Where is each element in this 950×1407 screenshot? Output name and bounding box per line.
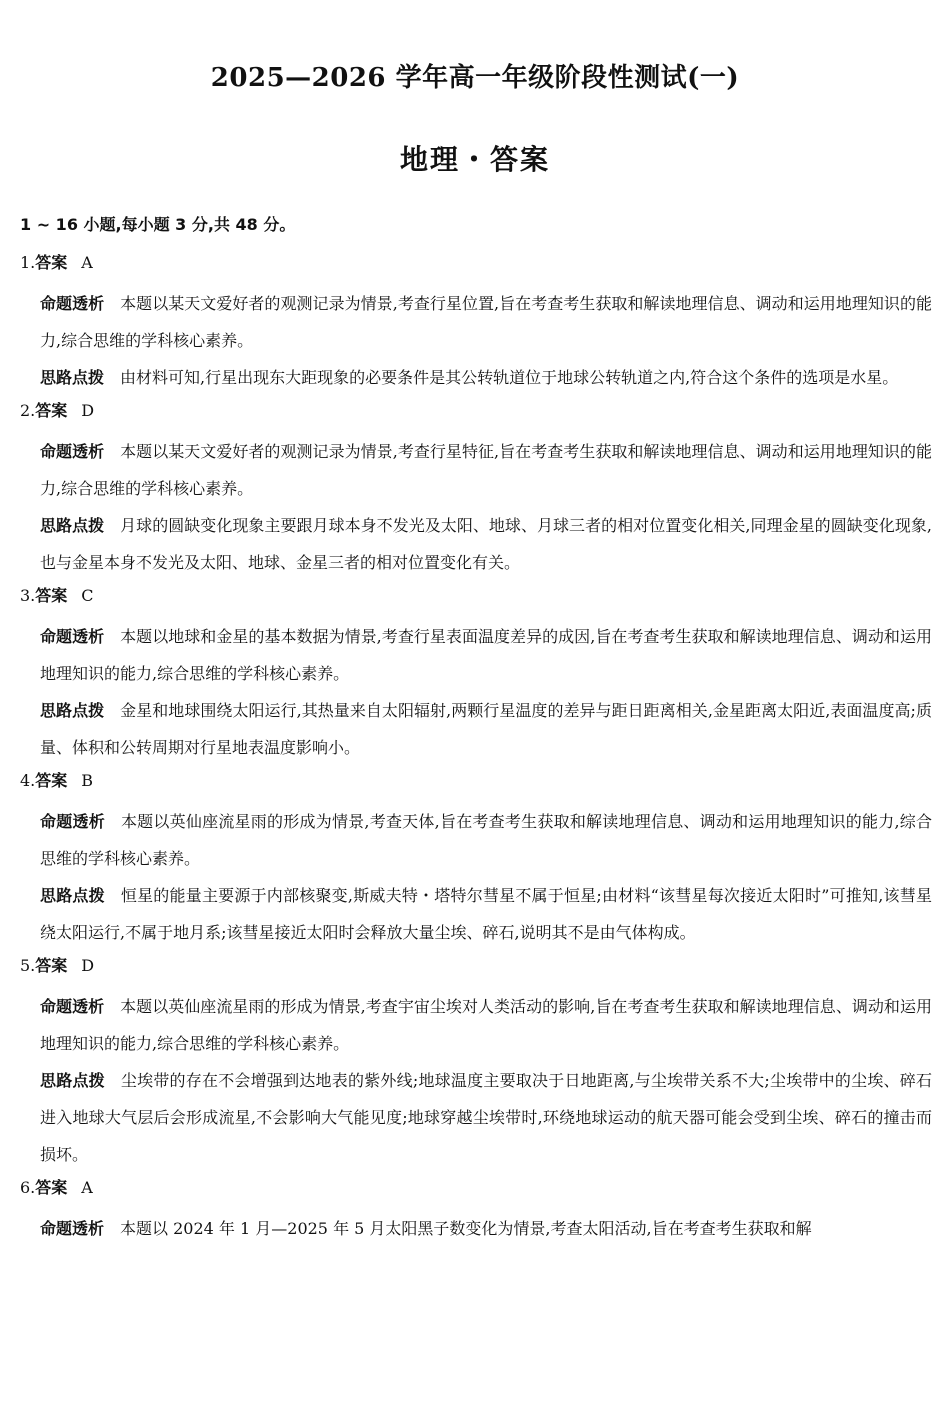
question-header xyxy=(20,766,932,803)
analysis-paragraph xyxy=(40,1210,932,1247)
answer-choice: D xyxy=(81,401,95,420)
question-header xyxy=(20,951,932,988)
page-subtitle: 地理・答案 xyxy=(399,143,550,176)
hint-text: 尘埃带的存在不会增强到达地表的紫外线;地球温度主要取决于日地距离,与尘埃带关系不大;尘埃带中的尘埃、碎石进入地球大气层后会形成流星,不会影响大气能见度;地球穿越尘埃带时,环绕地球运动的航天器可能会受到尘埃、碎石的撞击而损坏。 xyxy=(40,1071,932,1164)
question-header xyxy=(20,396,932,433)
analysis-text: 本题以某天文爱好者的观测记录为情景,考查行星位置,旨在考查考生获取和解读地理信息、调动和运用地理知识的能力,综合思维的学科核心素养。 xyxy=(40,294,932,350)
scoring-intro xyxy=(20,212,295,238)
question-number: 2. xyxy=(20,401,36,420)
question-header xyxy=(20,248,932,285)
hint-label: 思路点拨 xyxy=(40,886,105,905)
hint-label: 思路点拨 xyxy=(40,701,105,720)
answer-choice: B xyxy=(81,771,94,790)
hint-paragraph xyxy=(40,1062,932,1173)
answers-list xyxy=(20,248,932,1247)
analysis-label: 命题透析 xyxy=(40,627,105,646)
analysis-label: 命题透析 xyxy=(40,1219,105,1238)
hint-paragraph xyxy=(40,877,932,951)
hint-text: 恒星的能量主要源于内部核聚变,斯威夫特・塔特尔彗星不属于恒星;由材料“该彗星每次接近太阳时”可推知,该彗星绕太阳运行,不属于地月系;该彗星接近太阳时会释放大量尘埃、碎石,说明其不是由气体构成。 xyxy=(40,886,932,942)
answer-choice: A xyxy=(81,1178,93,1197)
analysis-label: 命题透析 xyxy=(40,812,105,831)
answer-choice: C xyxy=(81,586,94,605)
hint-paragraph xyxy=(40,507,932,581)
hint-paragraph xyxy=(40,692,932,766)
question-number: 1. xyxy=(20,253,36,272)
analysis-label: 命题透析 xyxy=(40,442,105,461)
question-number: 5. xyxy=(20,956,36,975)
page-title: 2025—2026 学年高一年级阶段性测试(一) xyxy=(210,63,740,93)
analysis-label: 命题透析 xyxy=(40,997,105,1016)
answer-label: 答案 xyxy=(35,1178,68,1197)
analysis-text: 本题以英仙座流星雨的形成为情景,考查天体,旨在考查考生获取和解读地理信息、调动和运用地理知识的能力,综合思维的学科核心素养。 xyxy=(40,812,932,868)
analysis-text: 本题以某天文爱好者的观测记录为情景,考查行星特征,旨在考查考生获取和解读地理信息、调动和运用地理知识的能力,综合思维的学科核心素养。 xyxy=(40,442,932,498)
question-number: 3. xyxy=(20,586,36,605)
hint-label: 思路点拨 xyxy=(40,516,105,535)
analysis-paragraph xyxy=(40,618,932,692)
analysis-paragraph xyxy=(40,433,932,507)
question-header xyxy=(20,581,932,618)
analysis-text: 本题以地球和金星的基本数据为情景,考查行星表面温度差异的成因,旨在考查考生获取和解读地理信息、调动和运用地理知识的能力,综合思维的学科核心素养。 xyxy=(40,627,932,683)
intro-text: 1 ~ 16 小题,每小题 3 分,共 48 分。 xyxy=(20,215,296,234)
answer-label: 答案 xyxy=(35,956,68,975)
hint-label: 思路点拨 xyxy=(40,368,105,387)
answer-label: 答案 xyxy=(35,401,68,420)
answer-label: 答案 xyxy=(35,253,68,272)
analysis-paragraph xyxy=(40,988,932,1062)
hint-paragraph xyxy=(40,359,932,396)
analysis-text: 本题以 2024 年 1 月—2025 年 5 月太阳黑子数变化为情景,考查太阳活动,旨在考查考生获取和解 xyxy=(120,1219,812,1238)
hint-label: 思路点拨 xyxy=(40,1071,105,1090)
question-header xyxy=(20,1173,932,1210)
hint-text: 金星和地球围绕太阳运行,其热量来自太阳辐射,两颗行星温度的差异与距日距离相关,金星距离太阳近,表面温度高;质量、体积和公转周期对行星地表温度影响小。 xyxy=(40,701,932,757)
answer-label: 答案 xyxy=(35,586,68,605)
analysis-paragraph xyxy=(40,803,932,877)
analysis-paragraph xyxy=(40,285,932,359)
answer-choice: A xyxy=(81,253,93,272)
analysis-text: 本题以英仙座流星雨的形成为情景,考查宇宙尘埃对人类活动的影响,旨在考查考生获取和解读地理信息、调动和运用地理知识的能力,综合思维的学科核心素养。 xyxy=(40,997,932,1053)
question-number: 6. xyxy=(20,1178,36,1197)
analysis-label: 命题透析 xyxy=(40,294,105,313)
answer-label: 答案 xyxy=(35,771,68,790)
question-number: 4. xyxy=(20,771,36,790)
hint-text: 由材料可知,行星出现东大距现象的必要条件是其公转轨道位于地球公转轨道之内,符合这个条件的选项是水星。 xyxy=(120,368,899,387)
answer-choice: D xyxy=(81,956,95,975)
hint-text: 月球的圆缺变化现象主要跟月球本身不发光及太阳、地球、月球三者的相对位置变化相关,同理金星的圆缺变化现象,也与金星本身不发光及太阳、地球、金星三者的相对位置变化有关。 xyxy=(40,516,932,572)
